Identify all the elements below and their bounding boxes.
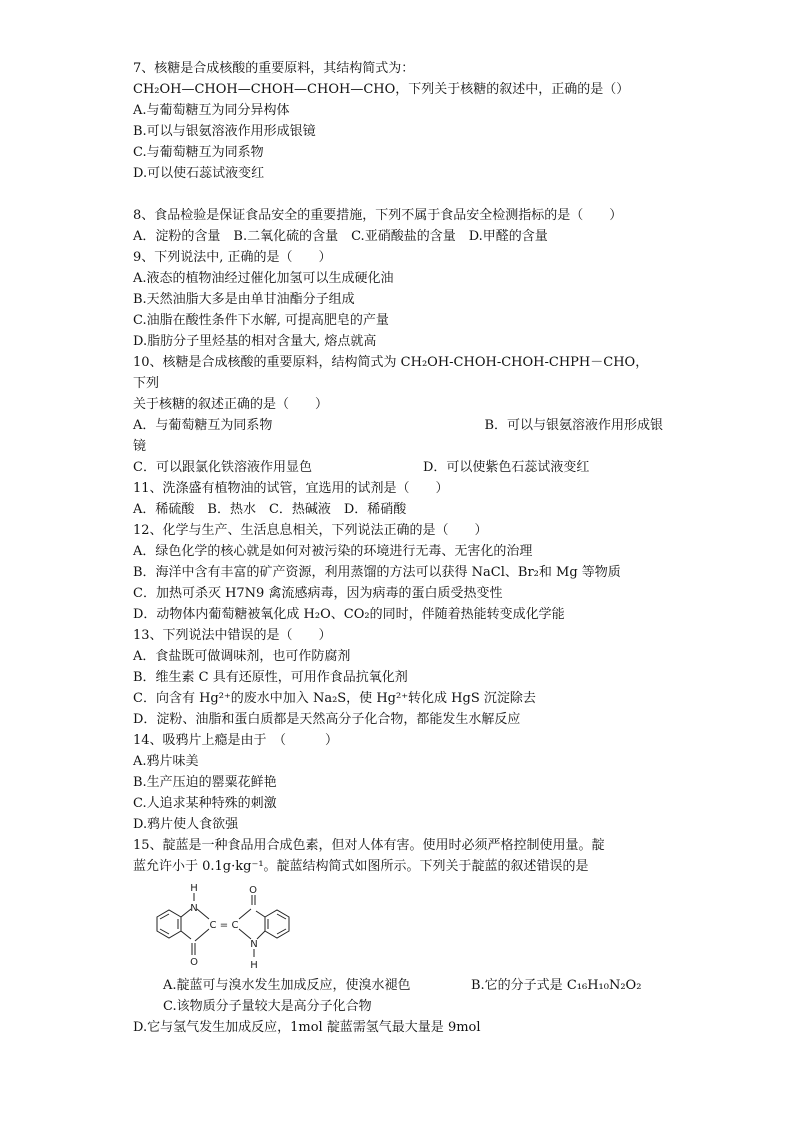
q13-option-b: B．维生素 C 具有还原性，可用作食品抗氧化剂 [133, 670, 408, 685]
bond-n-c-left [197, 909, 209, 919]
indigo-structure-diagram [143, 881, 303, 973]
q10-option-c: C．可以跟氯化铁溶液作用显色 [133, 460, 312, 475]
atom-h-top: H [190, 883, 198, 894]
q15-option-a: A.靛蓝可与溴水发生加成反应，使溴水褪色 [163, 978, 411, 993]
atom-c-right: C [231, 920, 239, 931]
bond-c-right-co [239, 909, 251, 919]
bond-ring-c-bottom [181, 931, 191, 939]
q9-option-d: D.脂肪分子里烃基的相对含量大, 熔点就高 [133, 334, 377, 349]
q7-option-c: C.与葡萄糖互为同系物 [133, 145, 264, 160]
q7-formula: CH₂OH—CHOH—CHOH—CHOH—CHO，下列关于核糖的叙述中，正确的是（） [133, 82, 630, 97]
q7-stem: 7、核糖是合成核酸的重要原料，其结构简式为： [133, 61, 415, 76]
q10-option-b: B．可以与银氨溶液作用形成银 [484, 418, 663, 433]
q14-option-c: C.人追求某种特殊的刺激 [133, 796, 277, 811]
q14-option-d: D.鸦片使人食欲强 [133, 817, 239, 832]
q7-option-a: A.与葡萄糖互为同分异构体 [133, 103, 290, 118]
q12-option-c: C．加热可杀灭 H7N9 禽流感病毒，因为病毒的蛋白质受热变性 [133, 586, 503, 601]
q12-option-a: A．绿色化学的核心就是如何对被污染的环境进行无毒、无害化的治理 [133, 544, 533, 559]
q10-stem-cont2: 关于核糖的叙述正确的是（ ） [133, 397, 329, 412]
q9-option-a: A.液态的植物油经过催化加氢可以生成硬化油 [133, 271, 394, 286]
q10-stem: 10、核糖是合成核酸的重要原料，结构简式为 CH₂OH-CHOH-CHOH-CHPH－CHO， [133, 355, 649, 370]
q10-option-a: A．与葡萄糖互为同系物 [133, 418, 273, 433]
q12-option-d: D．动物体内葡萄糖被氧化成 H₂O、CO₂的同时，伴随着热能转变成化学能 [133, 607, 565, 622]
q14-option-b: B.生产压迫的罂粟花鲜艳 [133, 775, 277, 790]
q7-option-d: D.可以使石蕊试液变红 [133, 166, 265, 181]
q12-option-b: B．海洋中含有丰富的矿产资源，利用蒸馏的方法可以获得 NaCl、Br₂和 Mg 等物质 [133, 565, 621, 580]
q8-stem: 8、食品检验是保证食品安全的重要措施，下列不属于食品安全检测指标的是（ ） [133, 208, 623, 223]
atom-c-left: C [209, 920, 217, 931]
q15-stem-cont: 蓝允许小于 0.1g·kg⁻¹。靛蓝结构简式如图所示。下列关于靛蓝的叙述错误的是 [133, 859, 589, 874]
q9-stem: 9、下列说法中, 正确的是（ ） [133, 250, 332, 265]
q15-option-c: C.该物质分子量较大是高分子化合物 [163, 999, 372, 1014]
q13-stem: 13、下列说法中错误的是（ ） [133, 628, 332, 643]
atom-n-top: N [190, 903, 198, 914]
atom-h-bottom: H [250, 960, 258, 971]
q13-option-a: A．食盐既可做调味剂，也可作防腐剂 [133, 649, 351, 664]
atom-o-bottom: O [190, 957, 198, 968]
q15-row-ab [133, 975, 663, 996]
blank-line [133, 184, 663, 205]
document-page [133, 58, 663, 1038]
atom-n-bottom: N [250, 939, 258, 950]
q12-stem: 12、化学与生产、生活息息相关，下列说法正确的是（ ） [133, 523, 488, 538]
q14-option-a: A.鸦片味美 [133, 754, 199, 769]
q10-stem-cont: 下列 [133, 376, 160, 391]
q8-options: A．淀粉的含量 B.二氧化硫的含量 C.亚硝酸盐的含量 D.甲醛的含量 [133, 229, 548, 244]
q10-row-cd [133, 457, 663, 478]
q10-option-d: D．可以使紫色石蕊试液变红 [423, 460, 590, 475]
q10-row-ab [133, 415, 663, 436]
q9-option-c: C.油脂在酸性条件下水解, 可提高肥皂的产量 [133, 313, 389, 328]
q15-option-b: B.它的分子式是 C₁₆H₁₀N₂O₂ [471, 978, 642, 993]
q15-option-d: D.它与氢气发生加成反应，1mol 靛蓝需氢气最大量是 9mol [133, 1020, 481, 1035]
q9-option-b: B.天然油脂大多是由单甘油酯分子组成 [133, 292, 355, 307]
q13-option-c: C．向含有 Hg²⁺的废水中加入 Na₂S，使 Hg²⁺转化成 HgS 沉淀除去 [133, 691, 536, 706]
atom-o-top: O [249, 885, 257, 896]
q10-option-b-cont: 镜 [133, 439, 147, 454]
q11-options: A．稀硫酸 B．热水 C．热碱液 D．稀硝酸 [133, 502, 407, 517]
q7-option-b: B.可以与银氨溶液作用形成银镜 [133, 124, 316, 139]
q11-stem: 11、洗涤盛有植物油的试管，宜选用的试剂是（ ） [133, 481, 449, 496]
q15-stem: 15、靛蓝是一种食品用合成色素，但对人体有害。使用时必须严格控制使用量。靛 [133, 838, 605, 853]
double-bond-sign: = [219, 920, 229, 931]
q14-stem: 14、吸鸦片上瘾是由于 （ ） [133, 733, 339, 748]
bond-c-right-n [239, 929, 251, 939]
q13-option-d: D．淀粉、油脂和蛋白质都是天然高分子化合物，都能发生水解反应 [133, 712, 521, 727]
bond-co-c-left [195, 929, 209, 941]
